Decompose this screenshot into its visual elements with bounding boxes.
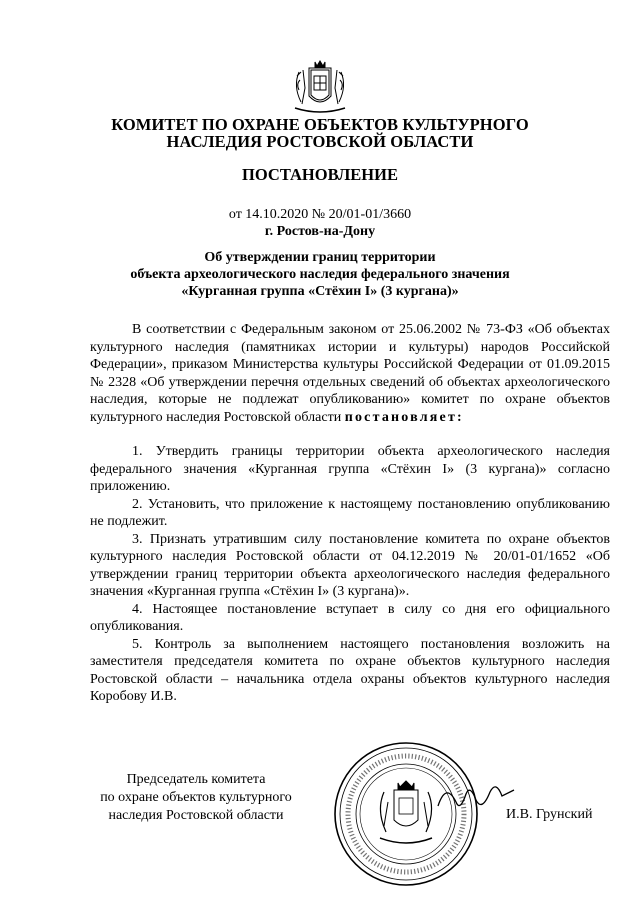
signer-title-line-3: наследия Ростовской области (108, 808, 284, 823)
coat-of-arms-icon (287, 58, 353, 118)
subject-line-1: Об утверждении границ территории (204, 250, 436, 265)
preamble-text: В соответствии с Федеральным законом от 25.06.2002 № 73-ФЗ «Об объектах культурного наследия (памятниках истории и культуры) народов Российской Федерации», приказом Министерства культуры Российской Федерации от 01.09.2015 № 2328 «Об утверждении перечня отдельных сведений об объектах археологического наследия, которые не подлежат опубликованию» комитет по охране объектов культурного наследия Ростовской области (90, 322, 610, 425)
date-number: от 14.10.2020 № 20/01-01/3660 (228, 207, 412, 222)
item-2: 2. Установить, что приложение к настоящему постановлению опубликованию не подлежит. (90, 496, 610, 529)
signer-title-line-2: по охране объектов культурного (100, 790, 292, 805)
organization-line-1: КОМИТЕТ ПО ОХРАНЕ ОБЪЕКТОВ КУЛЬТУРНОГО (111, 115, 529, 134)
organization-line-2: НАСЛЕДИЯ РОСТОВСКОЙ ОБЛАСТИ (166, 132, 474, 151)
document-type: ПОСТАНОВЛЕНИЕ (242, 165, 398, 184)
subject-line-2: объекта археологического наследия федерального значения (130, 267, 510, 282)
organization-title (80, 116, 560, 150)
item-4: 4. Настоящее постановление вступает в силу со дня его официального опубликования. (90, 601, 610, 634)
city: г. Ростов-на-Дону (264, 224, 376, 239)
preamble-paragraph (90, 321, 610, 426)
document-body (90, 321, 610, 706)
resolves-word: постановляет: (344, 409, 464, 425)
signer-title (80, 771, 312, 825)
document-subject (80, 249, 560, 300)
signer-title-line-1: Председатель комитета (126, 772, 266, 787)
item-3: 3. Признать утратившим силу постановление комитета по охране объектов культурного наследия Ростовской области от 04.12.2019 № 20/01-01/1652 «Об утверждении границ территории объекта археологического наследия федерального значения «Курганная группа «Стёхин I» (3 кургана)». (90, 531, 610, 599)
item-5: 5. Контроль за выполнением настоящего постановления возложить на заместителя председателя комитета по охране объектов культурного наследия Ростовской области – начальника отдела охраны объектов культурного наследия Коробову И.В. (90, 636, 610, 704)
date-number-block (80, 206, 560, 240)
subject-line-3: «Курганная группа «Стёхин I» (3 кургана)» (181, 284, 459, 299)
item-1: 1. Утвердить границы территории объекта археологического наследия федерального значения «Курганная группа «Стёхин I» (3 кургана)» согласно приложению. (90, 444, 610, 494)
signer-name: И.В. Грунский (506, 807, 593, 822)
